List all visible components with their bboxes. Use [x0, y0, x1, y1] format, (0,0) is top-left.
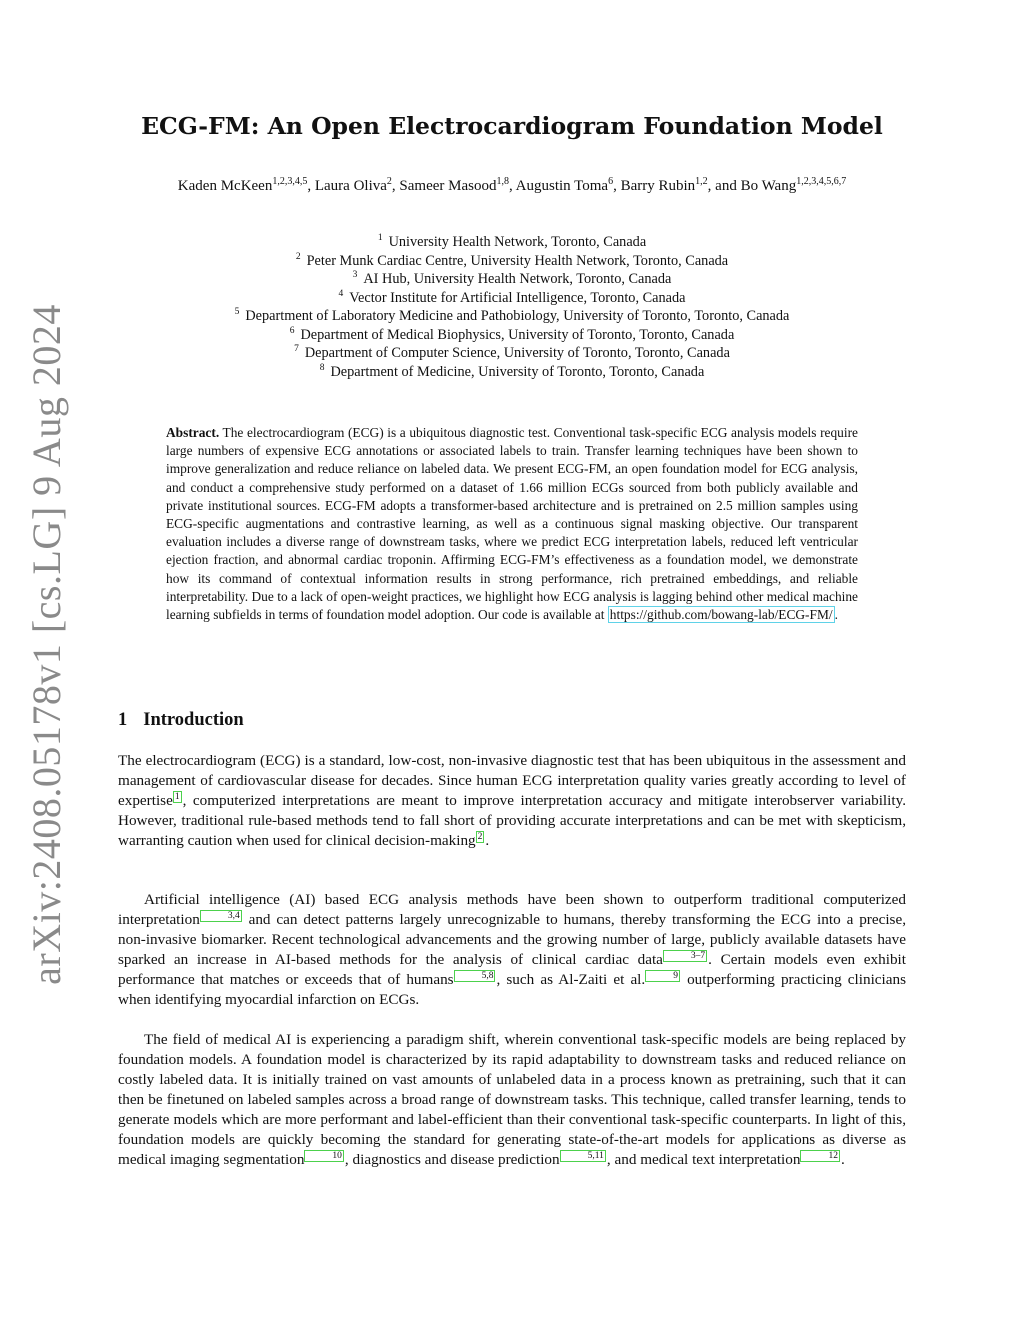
arxiv-identifier: arXiv:2408.05178v1 [cs.LG] 9 Aug 2024	[23, 303, 69, 985]
affiliation-item: $^5$ Department of Laboratory Medicine and Pathobiology, University of Toronto, Toronto, Canada	[234, 307, 790, 324]
arxiv-side-stamp	[14, 303, 78, 985]
intro-paragraph-1: The electrocardiogram (ECG) is a standard, low-cost, non-invasive diagnostic test that has been ubiquitous in the assessment and management of cardiovascular disease for decades. Since human ECG interpretation quality varies greatly according to level of expertise 1 , computerized interpretations are meant to improve interpretation accuracy and mitigate interobserver variability. However, traditional rule-based methods tend to fall short of providing accurate interpretations and can be met with skepticism, warranting caution when used for clinical decision-making 2 .	[118, 752, 906, 850]
citation-link[interactable]: 5,8	[454, 970, 496, 982]
author: Barry Rubin$^{1,2}$, and	[620, 176, 741, 194]
affiliation-item: $^7$ Department of Computer Science, University of Toronto, Toronto, Canada	[294, 344, 730, 361]
code-repo-link[interactable]: https://github.com/bowang-lab/ECG-FM/	[609, 607, 833, 623]
author: Bo Wang$^{1,2,3,4,5,6,7}$	[740, 176, 847, 194]
affiliation-item: $^4$ Vector Institute for Artificial Intelligence, Toronto, Canada	[338, 288, 686, 306]
citation-link[interactable]: 5,11	[560, 1150, 606, 1162]
affiliation-item: $^8$ Department of Medicine, University of Toronto, Toronto, Canada	[319, 362, 705, 380]
affiliation-item: $^1$ University Health Network, Toronto, Canada	[377, 233, 647, 250]
affiliation-item: $^2$ Peter Munk Cardiac Centre, University Health Network, Toronto, Canada	[295, 251, 729, 269]
citation-link[interactable]: 12	[800, 1150, 840, 1162]
section-number: 1	[118, 710, 128, 730]
citation-link[interactable]: 10	[304, 1150, 344, 1162]
section-title: Introduction	[143, 710, 244, 730]
citation-link[interactable]: 3,4	[200, 910, 242, 922]
intro-paragraph-2: Artificial intelligence (AI) based ECG analysis methods have been shown to outperform traditional computerized interpretation 3,4 and can detect patterns largely unrecognizable to humans, thereby transforming the ECG into a precise, non-invasive biomarker. Recent technological advancements and the growing number of large, publicly available datasets have sparked an increase in AI-based methods for the analysis of clinical cardiac data 3–7 . Certain models even exhibit performance that matches or exceeds that of humans 5,8 , such as Al-Zaiti et al. 9 outperforming practicing clinicians when identifying myocardial infarction on ECGs.	[118, 891, 906, 1009]
paper-title: ECG-FM: An Open Electrocardiogram Foundation Model	[141, 112, 883, 140]
author-list	[140, 176, 884, 196]
author: Laura Oliva$^2$,	[314, 176, 400, 194]
affiliation-item: $^3$ AI Hub, University Health Network, Toronto, Canada	[352, 270, 672, 287]
affiliation-item: $^6$ Department of Medical Biophysics, University of Toronto, Toronto, Canada	[289, 325, 735, 343]
author: Kaden McKeen$^{1,2,3,4,5}$,	[177, 176, 315, 194]
citation-link[interactable]: 9	[645, 970, 680, 982]
abstract-label: Abstract.	[166, 425, 220, 440]
author: Sameer Masood$^{1,8}$,	[399, 176, 516, 194]
intro-paragraph-3: The field of medical AI is experiencing a paradigm shift, wherein conventional task-specific models are being replaced by foundation models. A foundation model is characterized by its rapid adaptability to downstream tasks and reduced reliance on costly labeled data. It is initially trained on vast amounts of unlabeled data in a process known as pretraining, such that it can then be finetuned on labeled samples across a broad range of downstream tasks. This technique, called transfer learning, tends to generate models which are more performant and label-efficient than their conventional task-specific counterparts. In light of this, foundation models are quickly becoming the standard for generating state-of-the-art models for applications as diverse as medical imaging segmentation 10 , diagnostics and disease prediction 5,11 , and medical text interpretation 12 .	[118, 1031, 906, 1169]
section-heading-introduction	[118, 710, 244, 731]
affiliation-list	[140, 233, 884, 381]
citation-link[interactable]: 3–7	[663, 950, 707, 962]
citation-link[interactable]: 1	[174, 792, 180, 802]
author: Augustin Toma$^6$,	[515, 176, 621, 194]
citation-link[interactable]: 2	[477, 832, 483, 843]
abstract-text: The electrocardiogram (ECG) is a ubiquitous diagnostic test. Conventional task-specific ECG analysis models require large numbers of expensive ECG annotations or associated labels to train. Transfer learning techniques have been shown to improve generalization and reduce reliance on labeled data. We present ECG-FM, an open foundation model for ECG analysis, and conduct a comprehensive study performed on a dataset of 1.66 million ECGs sourced from both publicly available and private institutional sources. ECG-FM adopts a transformer-based architecture and is pretrained on 2.5 million samples using ECG-specific augmentations and contrastive learning, as well as a continuous signal masking objective. Our transparent evaluation includes a diverse range of downstream tasks, where we predict ECG interpretation labels, reduced left ventricular ejection fraction, and abnormal cardiac troponin. Affirming ECG-FM’s effectiveness as a foundation model, we demonstrate how its command of contextual information results in strong performance, rich pretrained embeddings, and reliable interpretability. Due to a lack of open-weight practices, we highlight how ECG analysis is lagging behind other medical machine learning subfields in terms of foundation model adoption. Our code is available at	[166, 425, 858, 623]
abstract: Abstract. The electrocardiogram (ECG) is a ubiquitous diagnostic test. Conventional task-specific ECG analysis models require large numbers of expensive ECG annotations or associated labels to train. Transfer learning techniques have been shown to improve generalization and reduce reliance on labeled data. We present ECG-FM, an open foundation model for ECG analysis, and conduct a comprehensive study performed on a dataset of 1.66 million ECGs sourced from both publicly available and private institutional sources. ECG-FM adopts a transformer-based architecture and is pretrained on 2.5 million samples using ECG-specific augmentations and contrastive learning, as well as a continuous signal masking objective. Our transparent evaluation includes a diverse range of downstream tasks, where we predict ECG interpretation labels, reduced left ventricular ejection fraction, and abnormal cardiac troponin. Affirming ECG-FM’s effectiveness as a foundation model, we demonstrate how its command of contextual information results in strong performance, rich pretrained embeddings, and reliable interpretability. Due to a lack of open-weight practices, we highlight how ECG analysis is lagging behind other medical machine learning subfields in terms of foundation model adoption. Our code is available at https://github.com/bowang-lab/ECG-FM/ .	[166, 425, 858, 623]
